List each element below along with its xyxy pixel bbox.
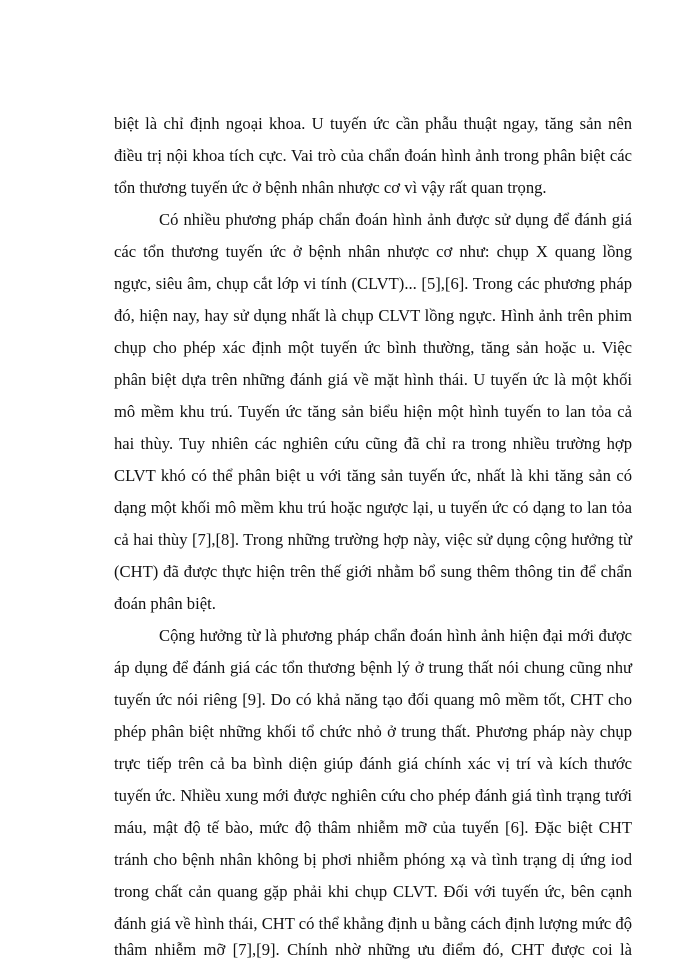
text-line: ngực, siêu âm, chụp cắt lớp vi tính (CLVT)... [5],[6]. Trong các phương pháp xyxy=(114,274,632,293)
text-line: máu, mật độ tế bào, mức độ thâm nhiễm mỡ của tuyến [6]. Đặc biệt CHT xyxy=(114,818,632,837)
text-line: biệt là chỉ định ngoại khoa. U tuyến ức cần phẫu thuật ngay, tăng sản nên xyxy=(114,114,632,133)
text-line: tuyến ức. Nhiều xung mới được nghiên cứu cho phép đánh giá tình trạng tưới xyxy=(114,786,632,805)
paragraph-first-line: Cộng hưởng từ là phương pháp chẩn đoán hình ảnh hiện đại mới được xyxy=(159,626,632,645)
text-line: cả hai thùy [7],[8]. Trong những trường hợp này, việc sử dụng cộng hưởng từ xyxy=(114,530,632,549)
text-line: tránh cho bệnh nhân không bị phơi nhiễm phóng xạ và tình trạng dị ứng iod xyxy=(114,850,632,869)
text-line: (CHT) đã được thực hiện trên thế giới nhằm bổ sung thêm thông tin để chẩn xyxy=(114,562,632,581)
paragraph-first-line: Có nhiều phương pháp chẩn đoán hình ảnh được sử dụng để đánh giá xyxy=(159,210,632,229)
text-line: đó, hiện nay, hay sử dụng nhất là chụp CLVT lồng ngực. Hình ảnh trên phim xyxy=(114,306,632,325)
text-line: hai thùy. Tuy nhiên các nghiên cứu cũng đã chỉ ra trong nhiều trường hợp xyxy=(114,434,632,453)
text-line: đoán phân biệt. xyxy=(114,594,216,613)
text-line: tuyến ức nói riêng [9]. Do có khả năng tạo đối quang mô mềm tốt, CHT cho xyxy=(114,690,632,709)
text-line: điều trị nội khoa tích cực. Vai trò của chẩn đoán hình ảnh trong phân biệt các xyxy=(114,146,632,165)
text-line: mô mềm khu trú. Tuyến ức tăng sản biểu hiện một hình tuyến to lan tỏa cả xyxy=(114,402,632,421)
text-line: trong chất cản quang gặp phải khi chụp CLVT. Đối với tuyến ức, bên cạnh xyxy=(114,882,632,901)
text-line: thâm nhiễm mỡ [7],[9]. Chính nhờ những ưu điểm đó, CHT được coi là xyxy=(114,940,632,959)
text-line: CLVT khó có thể phân biệt u với tăng sản tuyến ức, nhất là khi tăng sản có xyxy=(114,466,632,485)
text-line: chụp cho phép xác định một tuyến ức bình thường, tăng sản hoặc u. Việc xyxy=(114,338,632,357)
text-line: phép phân biệt những khối tổ chức nhỏ ở trung thất. Phương pháp này chụp xyxy=(114,722,632,741)
text-line: đánh giá về hình thái, CHT có thể khẳng định u bằng cách định lượng mức độ xyxy=(114,914,632,933)
text-line: tổn thương tuyến ức ở bệnh nhân nhược cơ vì vậy rất quan trọng. xyxy=(114,178,547,197)
text-line: dạng một khối mô mềm khu trú hoặc ngược lại, u tuyến ức có dạng to lan tỏa xyxy=(114,498,632,517)
text-line: phân biệt dựa trên những đánh giá về mặt hình thái. U tuyến ức là một khối xyxy=(114,370,632,389)
text-line: áp dụng để đánh giá các tổn thương bệnh lý ở trung thất nói chung cũng như xyxy=(114,658,632,677)
text-line: trực tiếp trên cả ba bình diện giúp đánh giá chính xác vị trí và kích thước xyxy=(114,754,632,773)
text-line: các tổn thương tuyến ức ở bệnh nhân nhược cơ như: chụp X quang lồng xyxy=(114,242,632,261)
